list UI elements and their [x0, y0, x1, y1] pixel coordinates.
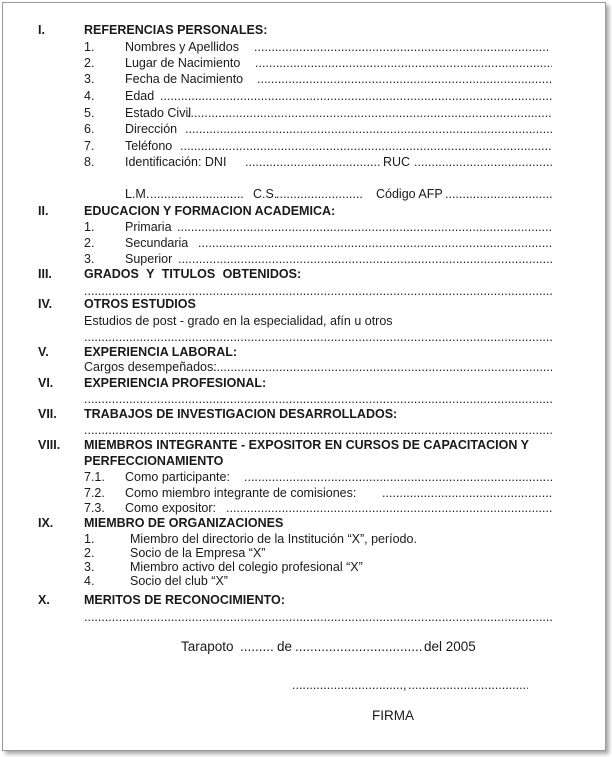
- item-number: 2.: [84, 56, 95, 70]
- item-number: 1.: [84, 532, 95, 546]
- item-number: 2.: [84, 236, 95, 250]
- field-line-fecha[interactable]: [257, 72, 552, 86]
- field-line-edad[interactable]: [160, 89, 552, 103]
- section-7-title: TRABAJOS DE INVESTIGACION DESARROLLADOS:: [84, 407, 398, 421]
- field-line-estado-civil[interactable]: [187, 106, 552, 120]
- section-10-title: MERITOS DE RECONOCIMIENTO:: [84, 593, 285, 607]
- signature-line-left[interactable]: [292, 678, 402, 692]
- field-label-ruc: RUC: [383, 155, 411, 169]
- field-line-cs[interactable]: [276, 187, 364, 201]
- field-label-cs: C.S.: [253, 187, 278, 201]
- item-number: 5.: [84, 106, 95, 120]
- section-2-title: EDUCACION Y FORMACION ACADEMICA:: [84, 204, 336, 218]
- field-line-experiencia-profesional[interactable]: [84, 392, 552, 406]
- section-8-number: VIII.: [38, 438, 61, 452]
- section-3-title: GRADOS Y TITULOS OBTENIDOS:: [84, 267, 302, 281]
- field-line-ruc[interactable]: [414, 155, 552, 169]
- organization-item: Socio del club “X”: [130, 574, 228, 588]
- section-1-title: REFERENCIAS PERSONALES:: [84, 23, 268, 37]
- signature-label: FIRMA: [372, 708, 414, 723]
- field-label-secundaria: Secundaria: [125, 236, 189, 250]
- field-label-dni: Identificación: DNI: [125, 155, 227, 169]
- item-number: 7.1.: [84, 470, 105, 484]
- section-9-title: MIEMBRO DE ORGANIZACIONES: [84, 516, 284, 530]
- field-label-lm: L.M.: [125, 187, 150, 201]
- item-number: 3.: [84, 72, 95, 86]
- field-line-comisiones[interactable]: [382, 486, 552, 500]
- section-9-number: IX.: [38, 516, 54, 530]
- item-number: 3.: [84, 252, 95, 266]
- signature-line-right[interactable]: [408, 678, 528, 692]
- organization-item: Socio de la Empresa “X”: [130, 546, 266, 560]
- field-line-cargos[interactable]: [213, 360, 552, 374]
- field-label-estado-civil: Estado Civil: [125, 106, 191, 120]
- field-label-direccion: Dirección: [125, 122, 178, 136]
- item-number: 6.: [84, 122, 95, 136]
- field-label-comisiones: Como miembro integrante de comisiones:: [125, 486, 357, 500]
- section-2-number: II.: [38, 204, 49, 218]
- field-line-nombres[interactable]: [254, 40, 548, 54]
- field-line-lm[interactable]: [150, 187, 243, 201]
- section-3-number: III.: [38, 267, 52, 281]
- field-line-telefono[interactable]: [180, 139, 552, 153]
- item-number: 8.: [84, 155, 95, 169]
- section-10-number: X.: [38, 593, 50, 607]
- item-number: 7.3.: [84, 501, 105, 515]
- field-label-edad: Edad: [125, 89, 155, 103]
- item-number: 2.: [84, 546, 95, 560]
- field-line-expositor[interactable]: [226, 501, 552, 515]
- field-label-primaria: Primaria: [125, 220, 172, 234]
- item-number: 1.: [84, 40, 95, 54]
- section-4-title: OTROS ESTUDIOS: [84, 297, 196, 311]
- section-1-number: I.: [38, 23, 45, 37]
- field-label-fecha: Fecha de Nacimiento: [125, 72, 244, 86]
- section-8-title: MIEMBROS INTEGRANTE - EXPOSITOR EN CURSOS DE CAPACITACION Y: [84, 438, 529, 452]
- field-label-telefono: Teléfono: [125, 139, 173, 153]
- field-label-lugar: Lugar de Nacimiento: [125, 56, 241, 70]
- organization-item: Miembro del directorio de la Institución “X”, período.: [130, 532, 417, 546]
- field-line-dni[interactable]: [245, 155, 381, 169]
- field-line-otros-estudios[interactable]: [84, 330, 552, 344]
- field-line-afp[interactable]: [445, 187, 552, 201]
- field-line-meritos[interactable]: [84, 610, 552, 624]
- field-line-lugar[interactable]: [255, 56, 552, 70]
- item-number: 7.2.: [84, 486, 105, 500]
- item-number: 4.: [84, 89, 95, 103]
- field-line-participante[interactable]: [244, 470, 552, 484]
- section-4-number: IV.: [38, 297, 53, 311]
- footer-year: del 2005: [424, 639, 476, 654]
- field-label-participante: Como participante:: [125, 470, 230, 484]
- signature-separator: ,: [403, 678, 407, 692]
- field-line-month[interactable]: [295, 640, 423, 654]
- section-5-number: V.: [38, 345, 49, 359]
- item-number: 4.: [84, 574, 95, 588]
- section-6-title: EXPERIENCIA PROFESIONAL:: [84, 376, 267, 390]
- item-number: 3.: [84, 560, 95, 574]
- footer-de: de: [277, 639, 293, 654]
- footer-city: Tarapoto: [181, 639, 234, 654]
- field-line-day[interactable]: [240, 640, 274, 654]
- organization-item: Miembro activo del colegio profesional “X”: [130, 560, 363, 574]
- field-label-afp: Código AFP: [376, 187, 443, 201]
- item-number: 7.: [84, 139, 95, 153]
- field-label-nombres: Nombres y Apellidos: [125, 40, 239, 54]
- field-label-expositor: Como expositor:: [125, 501, 217, 515]
- field-line-trabajos[interactable]: [84, 423, 552, 437]
- field-label-superior: Superior: [125, 252, 173, 266]
- field-line-superior[interactable]: [178, 252, 552, 266]
- field-line-secundaria[interactable]: [198, 236, 552, 250]
- field-line-grados[interactable]: [84, 284, 552, 298]
- section-5-title: EXPERIENCIA LABORAL:: [84, 345, 238, 359]
- section-4-subtitle: Estudios de post - grado en la especialidad, afín u otros: [84, 314, 393, 328]
- field-label-cargos: Cargos desempeñados:: [84, 360, 217, 374]
- field-line-direccion[interactable]: [185, 122, 552, 136]
- item-number: 1.: [84, 220, 95, 234]
- section-7-number: VII.: [38, 407, 57, 421]
- section-6-number: VI.: [38, 376, 54, 390]
- field-line-primaria[interactable]: [177, 220, 552, 234]
- section-8-title-continued: PERFECCIONAMIENTO: [84, 454, 224, 468]
